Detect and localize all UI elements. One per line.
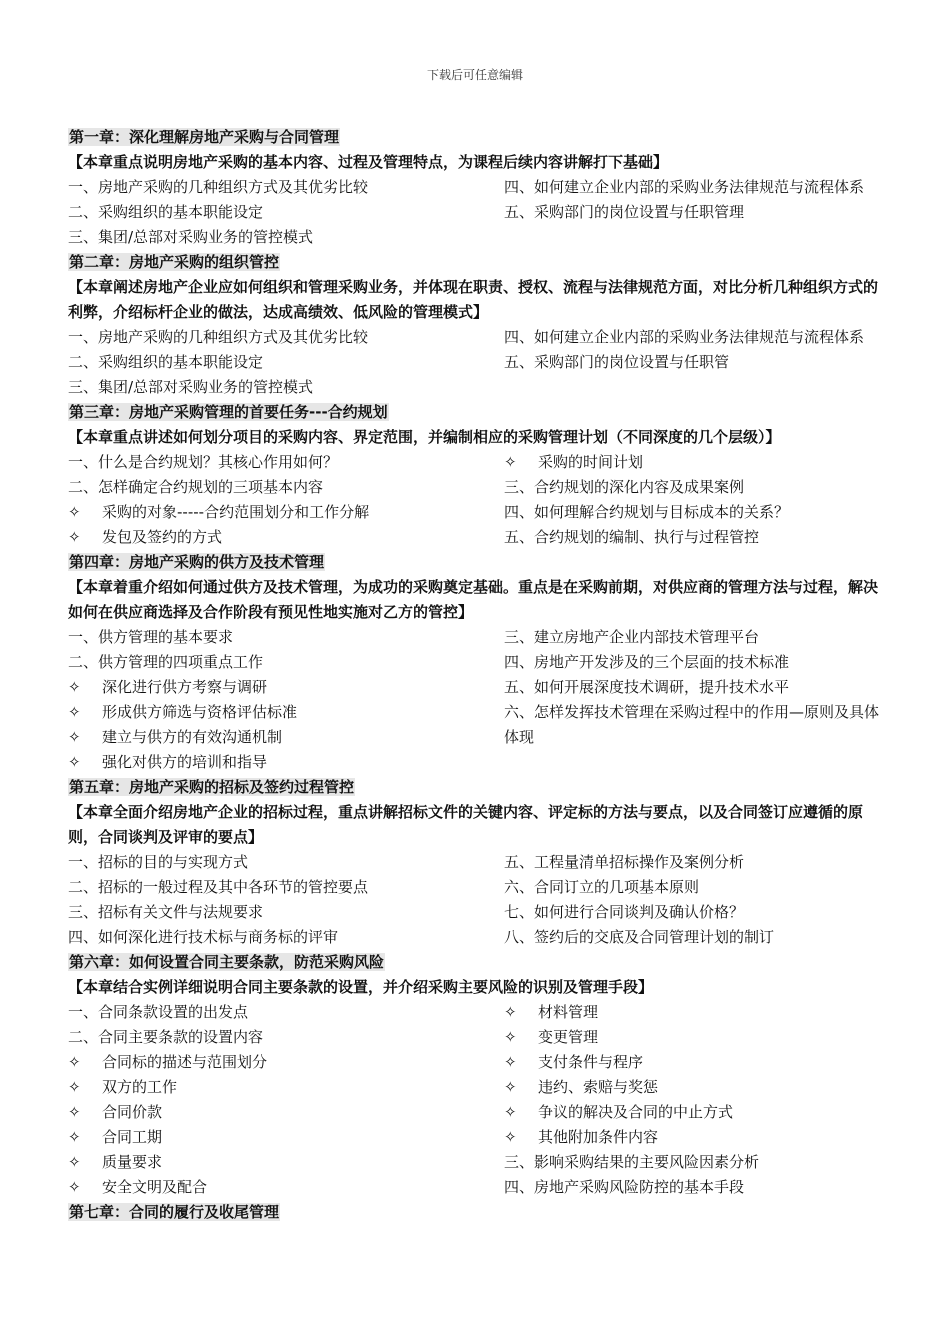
- chapter-summary: 【本章结合实例详细说明合同主要条款的设置，并介绍采购主要风险的识别及管理手段】: [68, 978, 654, 996]
- outline-item-text: 三、合约规划的深化内容及成果案例: [504, 478, 745, 496]
- diamond-bullet-icon: ✧: [504, 1028, 517, 1046]
- outline-item: [68, 200, 504, 225]
- outline-item-text: 合同工期: [102, 1128, 163, 1146]
- outline-item-text: 材料管理: [538, 1003, 599, 1021]
- chapter-title: [68, 400, 886, 425]
- outline-item: [68, 900, 504, 925]
- outline-column-right: [504, 850, 886, 950]
- outline-item-text: 二、招标的一般过程及其中各环节的管控要点: [68, 878, 369, 896]
- chapter-section: [68, 400, 886, 550]
- outline-item: [504, 200, 886, 225]
- outline-item: [504, 350, 886, 375]
- outline-item-text: 四、房地产采购风险防控的基本手段: [504, 1178, 745, 1196]
- outline-item-text: 六、合同订立的几项基本原则: [504, 878, 700, 896]
- outline-item: [68, 1150, 504, 1175]
- diamond-bullet-icon: ✧: [504, 1078, 517, 1096]
- diamond-bullet-icon: ✧: [504, 453, 517, 471]
- outline-item-text: 三、建立房地产企业内部技术管理平台: [504, 628, 760, 646]
- outline-item: [504, 900, 886, 925]
- outline-item: [504, 525, 886, 550]
- outline-column-left: [68, 325, 504, 400]
- outline-item-text: 四、如何建立企业内部的采购业务法律规范与流程体系: [504, 328, 865, 346]
- outline-item-text: 七、如何进行合同谈判及确认价格？: [504, 903, 745, 921]
- outline-item: [68, 1075, 504, 1100]
- chapter-title-text: 第七章：合同的履行及收尾管理: [69, 1203, 280, 1221]
- chapter-title-text: 第三章：房地产采购管理的首要任务---合约规划: [69, 403, 388, 421]
- outline-item: [504, 1050, 886, 1075]
- outline-item-text: 采购的时间计划: [538, 453, 644, 471]
- outline-item-text: 四、如何理解合约规划与目标成本的关系？: [504, 503, 790, 521]
- outline-item-text: 四、房地产开发涉及的三个层面的技术标准: [504, 653, 790, 671]
- outline-item: [68, 1125, 504, 1150]
- outline-column-right: [504, 625, 886, 775]
- outline-item: [504, 1125, 886, 1150]
- outline-item: [68, 1025, 504, 1050]
- diamond-bullet-icon: ✧: [68, 1103, 81, 1121]
- outline-item: [504, 850, 886, 875]
- outline-item: [68, 875, 504, 900]
- outline-item-text: 五、合约规划的编制、执行与过程管控: [504, 528, 760, 546]
- diamond-bullet-icon: ✧: [68, 703, 81, 721]
- outline-item-text: 合同标的描述与范围划分: [102, 1053, 268, 1071]
- outline-item-text: 三、招标有关文件与法规要求: [68, 903, 264, 921]
- diamond-bullet-icon: ✧: [68, 1178, 81, 1196]
- chapter-title: [68, 250, 886, 275]
- diamond-bullet-icon: ✧: [504, 1128, 517, 1146]
- chapter-title: [68, 550, 886, 575]
- diamond-bullet-icon: ✧: [504, 1003, 517, 1021]
- outline-item-text: 双方的工作: [102, 1078, 178, 1096]
- outline-item-text: 支付条件与程序: [538, 1053, 644, 1071]
- diamond-bullet-icon: ✧: [68, 528, 81, 546]
- outline-item: [504, 625, 886, 650]
- outline-item-text: 一、房地产采购的几种组织方式及其优劣比较: [68, 328, 369, 346]
- outline-item-text: 三、影响采购结果的主要风险因素分析: [504, 1153, 760, 1171]
- outline-item-text: 一、招标的目的与实现方式: [68, 853, 249, 871]
- diamond-bullet-icon: ✧: [68, 1053, 81, 1071]
- chapter-section: [68, 250, 886, 400]
- outline-item: [68, 225, 504, 250]
- outline-item-text: 形成供方筛选与资格评估标准: [102, 703, 298, 721]
- outline-item: [68, 1100, 504, 1125]
- outline-item-text: 二、合同主要条款的设置内容: [68, 1028, 264, 1046]
- outline-columns: [68, 450, 886, 550]
- outline-item: [504, 875, 886, 900]
- outline-item-text: 五、采购部门的岗位设置与任职管: [504, 353, 730, 371]
- outline-item: [504, 650, 886, 675]
- outline-item: [68, 450, 504, 475]
- page-header: 下载后可任意编辑: [426, 68, 523, 82]
- outline-item-text: 三、集团/总部对采购业务的管控模式: [68, 228, 314, 246]
- outline-columns: [68, 175, 886, 250]
- outline-item: [504, 675, 886, 700]
- outline-item: [68, 375, 504, 400]
- diamond-bullet-icon: ✧: [504, 1103, 517, 1121]
- outline-item-text: 八、签约后的交底及合同管理计划的制订: [504, 928, 775, 946]
- outline-column-right: [504, 175, 886, 250]
- outline-item-text: 三、集团/总部对采购业务的管控模式: [68, 378, 314, 396]
- outline-item: [504, 1025, 886, 1050]
- chapter-title-text: 第六章：如何设置合同主要条款，防范采购风险: [69, 953, 385, 971]
- chapter-title: [68, 1200, 886, 1225]
- diamond-bullet-icon: ✧: [68, 1078, 81, 1096]
- chapter-section: [68, 775, 886, 950]
- outline-item: [68, 475, 504, 500]
- diamond-bullet-icon: ✧: [68, 503, 81, 521]
- outline-item: [68, 500, 504, 525]
- chapter-title-text: 第四章：房地产采购的供方及技术管理: [69, 553, 325, 571]
- outline-item: [504, 1075, 886, 1100]
- diamond-bullet-icon: ✧: [504, 1053, 517, 1071]
- outline-item-text: 一、什么是合约规划？其核心作用如何？: [68, 453, 339, 471]
- outline-item-text: 二、供方管理的四项重点工作: [68, 653, 264, 671]
- outline-item-text: 四、如何建立企业内部的采购业务法律规范与流程体系: [504, 178, 865, 196]
- outline-item-text: 五、如何开展深度技术调研，提升技术水平: [504, 678, 790, 696]
- outline-item-text: 安全文明及配合: [102, 1178, 208, 1196]
- outline-item-text: 深化进行供方考察与调研: [102, 678, 268, 696]
- diamond-bullet-icon: ✧: [68, 728, 81, 746]
- outline-item-text: 质量要求: [102, 1153, 163, 1171]
- outline-item-text: 一、房地产采购的几种组织方式及其优劣比较: [68, 178, 369, 196]
- chapter-summary: 【本章重点讲述如何划分项目的采购内容、界定范围，并编制相应的采购管理计划（不同深度的几个层级）】: [68, 428, 781, 446]
- outline-item: [68, 650, 504, 675]
- chapter-title: [68, 950, 886, 975]
- document-body: [68, 125, 886, 1225]
- outline-item: [68, 350, 504, 375]
- chapter-summary: 【本章重点说明房地产采购的基本内容、过程及管理特点，为课程后续内容讲解打下基础】: [68, 153, 669, 171]
- outline-item-text: 二、怎样确定合约规划的三项基本内容: [68, 478, 324, 496]
- diamond-bullet-icon: ✧: [68, 753, 81, 771]
- outline-item: [68, 175, 504, 200]
- outline-item-text: 五、工程量清单招标操作及案例分析: [504, 853, 745, 871]
- outline-column-left: [68, 1000, 504, 1200]
- outline-item: [68, 700, 504, 725]
- outline-column-left: [68, 625, 504, 775]
- outline-column-left: [68, 175, 504, 250]
- outline-item: [504, 175, 886, 200]
- outline-item-text: 四、如何深化进行技术标与商务标的评审: [68, 928, 339, 946]
- outline-item: [504, 450, 886, 475]
- outline-item: [68, 925, 504, 950]
- outline-item: [504, 1175, 886, 1200]
- outline-item-text: 六、怎样发挥技术管理在采购过程中的作用—原则及具体体现: [504, 703, 880, 746]
- outline-item-text: 变更管理: [538, 1028, 599, 1046]
- outline-item: [68, 1000, 504, 1025]
- chapter-title-text: 第二章：房地产采购的组织管控: [69, 253, 280, 271]
- outline-item-text: 采购的对象-----合约范围划分和工作分解: [102, 503, 370, 521]
- outline-column-right: [504, 450, 886, 550]
- outline-item: [68, 725, 504, 750]
- outline-item-text: 违约、索赔与奖惩: [538, 1078, 659, 1096]
- chapter-section: [68, 1200, 886, 1225]
- outline-item: [504, 700, 886, 750]
- chapter-section: [68, 950, 886, 1200]
- outline-column-left: [68, 850, 504, 950]
- outline-item: [504, 325, 886, 350]
- chapter-summary: 【本章阐述房地产企业应如何组织和管理采购业务，并体现在职责、授权、流程与法律规范方面，对比分析几种组织方式的利弊，介绍标杆企业的做法，达成高绩效、低风险的管理模式】: [68, 278, 879, 321]
- outline-item: [68, 675, 504, 700]
- outline-item: [68, 850, 504, 875]
- chapter-title-text: 第一章：深化理解房地产采购与合同管理: [69, 128, 340, 146]
- outline-columns: [68, 325, 886, 400]
- outline-item: [504, 500, 886, 525]
- outline-item-text: 建立与供方的有效沟通机制: [102, 728, 283, 746]
- outline-item: [504, 925, 886, 950]
- outline-column-right: [504, 1000, 886, 1200]
- outline-item-text: 二、采购组织的基本职能设定: [68, 203, 264, 221]
- outline-item-text: 发包及签约的方式: [102, 528, 223, 546]
- outline-item: [68, 525, 504, 550]
- outline-item-text: 其他附加条件内容: [538, 1128, 659, 1146]
- outline-columns: [68, 1000, 886, 1200]
- outline-item: [68, 750, 504, 775]
- outline-item-text: 合同价款: [102, 1103, 163, 1121]
- outline-column-left: [68, 450, 504, 550]
- outline-item-text: 争议的解决及合同的中止方式: [538, 1103, 734, 1121]
- chapter-section: [68, 125, 886, 250]
- chapter-section: [68, 550, 886, 775]
- diamond-bullet-icon: ✧: [68, 1128, 81, 1146]
- chapter-title-text: 第五章：房地产采购的招标及签约过程管控: [69, 778, 355, 796]
- outline-columns: [68, 625, 886, 775]
- outline-item-text: 二、采购组织的基本职能设定: [68, 353, 264, 371]
- outline-item-text: 五、采购部门的岗位设置与任职管理: [504, 203, 745, 221]
- chapter-title: [68, 775, 886, 800]
- outline-item: [504, 1100, 886, 1125]
- diamond-bullet-icon: ✧: [68, 1153, 81, 1171]
- outline-columns: [68, 850, 886, 950]
- outline-item-text: 一、合同条款设置的出发点: [68, 1003, 249, 1021]
- chapter-summary: 【本章着重介绍如何通过供方及技术管理，为成功的采购奠定基础。重点是在采购前期，对供应商的管理方法与过程，解决如何在供应商选择及合作阶段有预见性地实施对乙方的管控】: [68, 578, 879, 621]
- outline-item-text: 强化对供方的培训和指导: [102, 753, 268, 771]
- outline-item: [504, 1150, 886, 1175]
- outline-item: [68, 625, 504, 650]
- chapter-title: [68, 125, 886, 150]
- outline-item-text: 一、供方管理的基本要求: [68, 628, 234, 646]
- chapter-summary: 【本章全面介绍房地产企业的招标过程，重点讲解招标文件的关键内容、评定标的方法与要点，以及合同签订应遵循的原则，合同谈判及评审的要点】: [68, 803, 864, 846]
- outline-item: [504, 475, 886, 500]
- outline-column-right: [504, 325, 886, 400]
- outline-item: [68, 325, 504, 350]
- diamond-bullet-icon: ✧: [68, 678, 81, 696]
- outline-item: [68, 1050, 504, 1075]
- outline-item: [68, 1175, 504, 1200]
- outline-item: [504, 1000, 886, 1025]
